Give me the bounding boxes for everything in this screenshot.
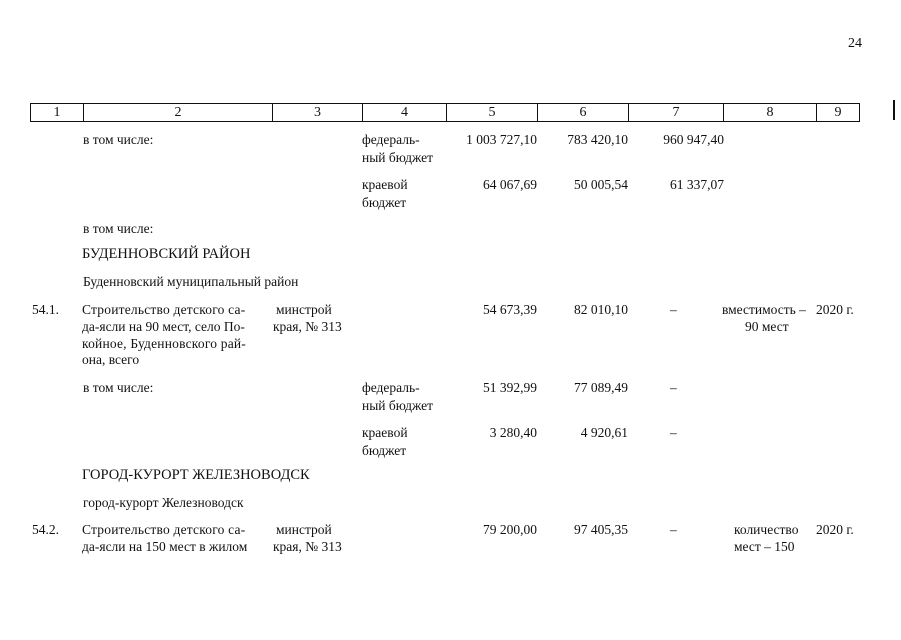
including-label: в том числе:	[83, 132, 154, 147]
value-col6: 77 089,49	[574, 380, 628, 395]
responsible-body: минстрой	[276, 522, 332, 537]
header-col-7: 7	[672, 105, 680, 120]
value-col5: 51 392,99	[483, 380, 537, 395]
item-description-line: да-ясли на 90 мест, село По-	[82, 319, 245, 334]
item-description-line: койное, Буденновского рай-	[82, 336, 247, 351]
margin-mark	[893, 100, 895, 120]
page-number: 24	[848, 36, 862, 51]
municipality-heading: город-курорт Железноводск	[83, 495, 244, 510]
item-description-line: Строительство детского са-	[82, 522, 246, 537]
value-col7: –	[670, 425, 677, 440]
item-description-line: она, всего	[82, 352, 140, 367]
funding-source-federal-cont: ный бюджет	[362, 150, 434, 165]
value-col5: 64 067,69	[483, 177, 537, 192]
header-col-9: 9	[834, 105, 842, 120]
funding-source-federal-cont: ный бюджет	[362, 398, 434, 413]
item-description-line: да-ясли на 150 мест в жилом	[82, 539, 248, 554]
value-col5: 3 280,40	[489, 425, 537, 440]
funding-source-federal: федераль-	[362, 132, 420, 147]
table-header-row	[30, 103, 860, 122]
value-col6: 50 005,54	[574, 177, 628, 192]
header-col-3: 3	[314, 105, 321, 120]
including-label: в том числе:	[83, 221, 154, 236]
quantity-indicator: количество	[734, 522, 799, 537]
completion-year: 2020 г.	[816, 522, 854, 537]
funding-source-regional-cont: бюджет	[362, 443, 407, 458]
value-col7: 61 337,07	[670, 177, 724, 192]
capacity-indicator: вместимость –	[722, 302, 806, 317]
capacity-indicator-cont: 90 мест	[745, 319, 789, 334]
funding-source-regional: краевой	[362, 425, 408, 440]
value-col6: 783 420,10	[567, 132, 628, 147]
value-col6: 4 920,61	[580, 425, 628, 440]
value-col6: 97 405,35	[574, 522, 628, 537]
item-number: 54.1.	[32, 302, 59, 317]
responsible-body: минстрой	[276, 302, 332, 317]
item-number: 54.2.	[32, 522, 59, 537]
header-col-6: 6	[579, 105, 587, 120]
value-col5: 79 200,00	[483, 522, 537, 537]
value-col7: 960 947,40	[663, 132, 724, 147]
header-col-1: 1	[53, 105, 61, 120]
district-heading: БУДЕННОВСКИЙ РАЙОН	[82, 246, 251, 262]
value-col5: 1 003 727,10	[466, 132, 537, 147]
value-col7: –	[670, 380, 677, 395]
header-col-5: 5	[488, 105, 496, 120]
value-col7: –	[670, 302, 677, 317]
municipality-heading: Буденновский муниципальный район	[83, 274, 299, 289]
item-description-line: Строительство детского са-	[82, 302, 246, 317]
value-col6: 82 010,10	[574, 302, 628, 317]
including-label: в том числе:	[83, 380, 154, 395]
funding-source-regional-cont: бюджет	[362, 195, 407, 210]
responsible-body-cont: края, № 313	[273, 319, 342, 334]
value-col5: 54 673,39	[483, 302, 537, 317]
header-col-2: 2	[174, 105, 182, 120]
district-heading: ГОРОД-КУРОРТ ЖЕЛЕЗНОВОДСК	[82, 467, 310, 483]
header-col-4: 4	[401, 105, 408, 120]
value-col7: –	[670, 522, 677, 537]
funding-source-federal: федераль-	[362, 380, 420, 395]
funding-source-regional: краевой	[362, 177, 408, 192]
quantity-indicator-cont: мест – 150	[734, 539, 795, 554]
header-col-8: 8	[766, 105, 774, 120]
completion-year: 2020 г.	[816, 302, 854, 317]
responsible-body-cont: края, № 313	[273, 539, 342, 554]
